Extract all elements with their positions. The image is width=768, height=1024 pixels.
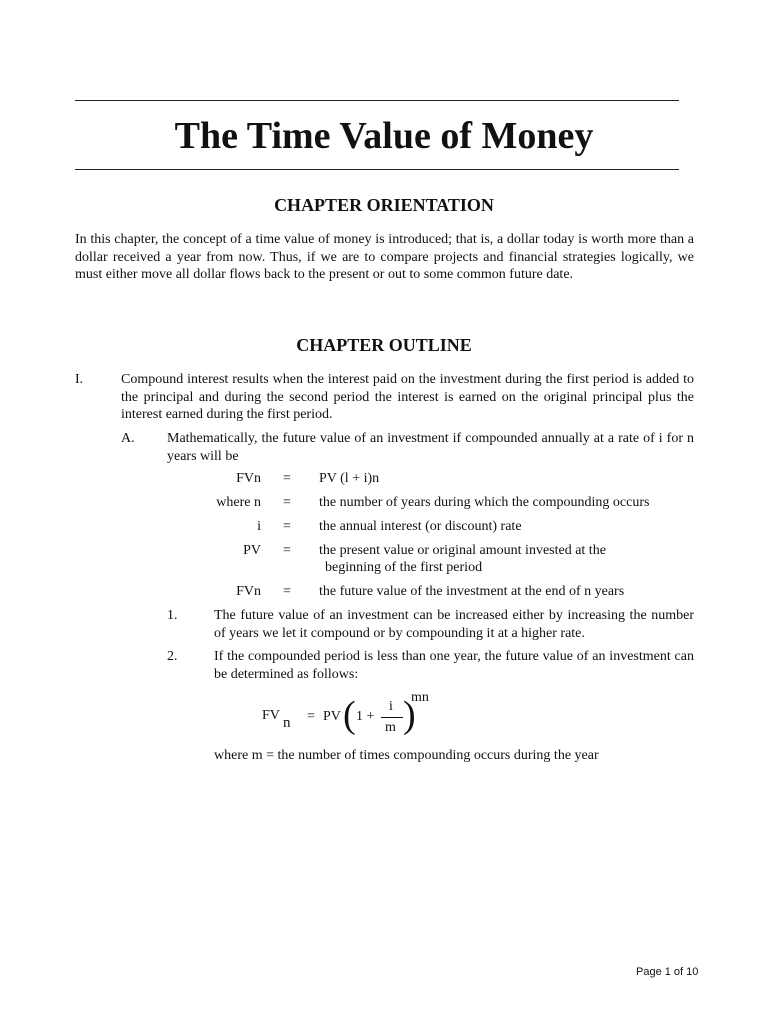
outline-marker-1: 1. [167,608,178,623]
definition-term: FVn [236,584,261,599]
formula-fv-subscript: n [283,715,291,731]
definition-term: i [257,519,261,534]
definition-description: the number of years during which the compounding occurs [319,495,650,510]
formula-numerator: i [389,699,393,714]
formula-fraction-bar [381,717,403,718]
definition-description: the present value or original amount invested at the [319,543,606,558]
formula-left-paren: ( [343,694,356,736]
outline-item-A-text: Mathematically, the future value of an investment if compounded annually at a rate of i for n years will be [167,431,694,464]
title-bottom-rule [75,169,679,170]
title-top-rule [75,100,679,101]
outline-item-I-text: Compound interest results when the interest paid on the investment during the first period is added to the principal and during the second period the interest is earned on the original principal plus the interest earned during the first period. [121,372,694,422]
formula-fv: FV [262,708,280,723]
formula-denominator: m [385,720,396,735]
outline-heading: CHAPTER OUTLINE [296,335,472,355]
definition-equals: = [283,471,291,486]
outline-marker-A: A. [121,431,135,446]
definition-term: PV [243,543,261,558]
orientation-paragraph: In this chapter, the concept of a time value of money is introduced; that is, a dollar today is worth more than a dollar received a year from now. Thus, if we are to compare projects and financial strategies logically, we must either move all dollar flows back to the present or out to some common future date. [75,232,694,282]
formula-equals: = [307,709,315,724]
orientation-heading: CHAPTER ORIENTATION [274,195,494,215]
definition-description: PV (l + i)n [319,471,380,486]
outline-item-2-text: If the compounded period is less than one year, the future value of an investment can be determined as follows: [214,649,694,682]
definition-description: the future value of the investment at the end of n years [319,584,625,599]
definition-equals: = [283,584,291,599]
outline-marker-I: I. [75,372,84,387]
definition-equals: = [283,495,291,510]
definition-equals: = [283,543,291,558]
definition-description: the annual interest (or discount) rate [319,519,522,534]
formula-one-plus: 1 + [356,709,375,724]
definition-term: FVn [236,471,261,486]
page-number: Page 1 of 10 [636,966,699,978]
formula-exponent: mn [411,690,429,705]
formula-right-paren: ) [403,694,416,736]
definition-equals: = [283,519,291,534]
where-m-text: where m = the number of times compounding occurs during the year [214,748,599,763]
compound-formula [250,688,450,740]
document-title: The Time Value of Money [174,115,594,157]
outline-item-1-text: The future value of an investment can be increased either by increasing the number of years we let it compound or by compounding it at a higher rate. [214,608,694,641]
formula-pv: PV [323,709,341,724]
definition-term: where n [216,495,261,510]
outline-marker-2: 2. [167,649,178,664]
definition-description-continued: beginning of the first period [325,560,483,575]
